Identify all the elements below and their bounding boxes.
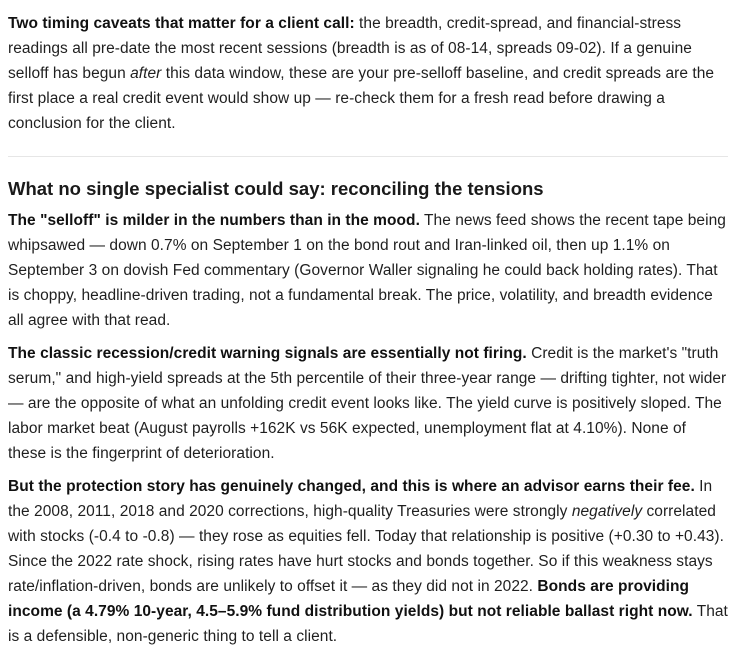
warning-signals-paragraph [8,341,728,466]
section-heading: What no single specialist could say: reconciling the tensions [8,178,544,199]
section-divider [8,156,728,157]
protection-text-3: That is a defensible, non-generic thing to tell a client. [8,603,728,645]
protection-lead: But the protection story has genuinely changed, and this is where an advisor earns their fee. [8,478,695,495]
protection-paragraph [8,474,728,649]
protection-text-1: In the 2008, 2011, 2018 and 2020 corrections, high-quality Treasuries were strongly [8,478,713,520]
timing-caveat-text-1: the breadth, credit-spread, and financial-stress readings all pre-date the most recent sessions (breadth is as of 08-14, spreads 09-02). If a genuine selloff has begun [8,15,692,82]
protection-bold-2: Bonds are providing income (a 4.79% 10-year, 4.5–5.9% fund distribution yields) but not reliable ballast right now. [8,578,693,620]
timing-caveat-paragraph [8,0,728,136]
selloff-paragraph [8,208,728,333]
timing-caveat-text-2: this data window, these are your pre-selloff baseline, and credit spreads are the first place a real credit event would show up — re-check them for a fresh read before drawing a conclusion for the client. [8,65,715,132]
timing-caveat-italic: after [130,65,162,82]
timing-caveat-lead: Two timing caveats that matter for a client call: [8,15,355,32]
selloff-lead: The "selloff" is milder in the numbers than in the mood. [8,212,420,229]
selloff-text: The news feed shows the recent tape being whipsawed — down 0.7% on September 1 on the bond rout and Iran-linked oil, then up 1.1% on September 3 on dovish Fed commentary (Governor Waller signaling he could back holding rates). That is choppy, headline-driven trading, not a fundamental break. The price, volatility, and breadth evidence all agree with that read. [8,212,726,329]
warning-signals-lead: The classic recession/credit warning signals are essentially not firing. [8,345,527,362]
protection-text-2: correlated with stocks (-0.4 to -0.8) — they rose as equities fell. Today that relationship is positive (+0.30 to +0.43). Since the 2022 rate shock, rising rates have hurt stocks and bonds together. So if this weakness stays rate/inflation-driven, bonds are unlikely to offset it — as they did not in 2022. [8,503,724,595]
protection-italic: negatively [571,503,643,520]
warning-signals-text: Credit is the market's "truth serum," and high-yield spreads at the 5th percentile of their three-year range — drifting tighter, not wider — are the opposite of what an unfolding credit event looks like. The yield curve is positively sloped. The labor market beat (August payrolls +162K vs 56K expected, unemployment flat at 4.10%). None of these is the fingerprint of deterioration. [8,345,727,462]
